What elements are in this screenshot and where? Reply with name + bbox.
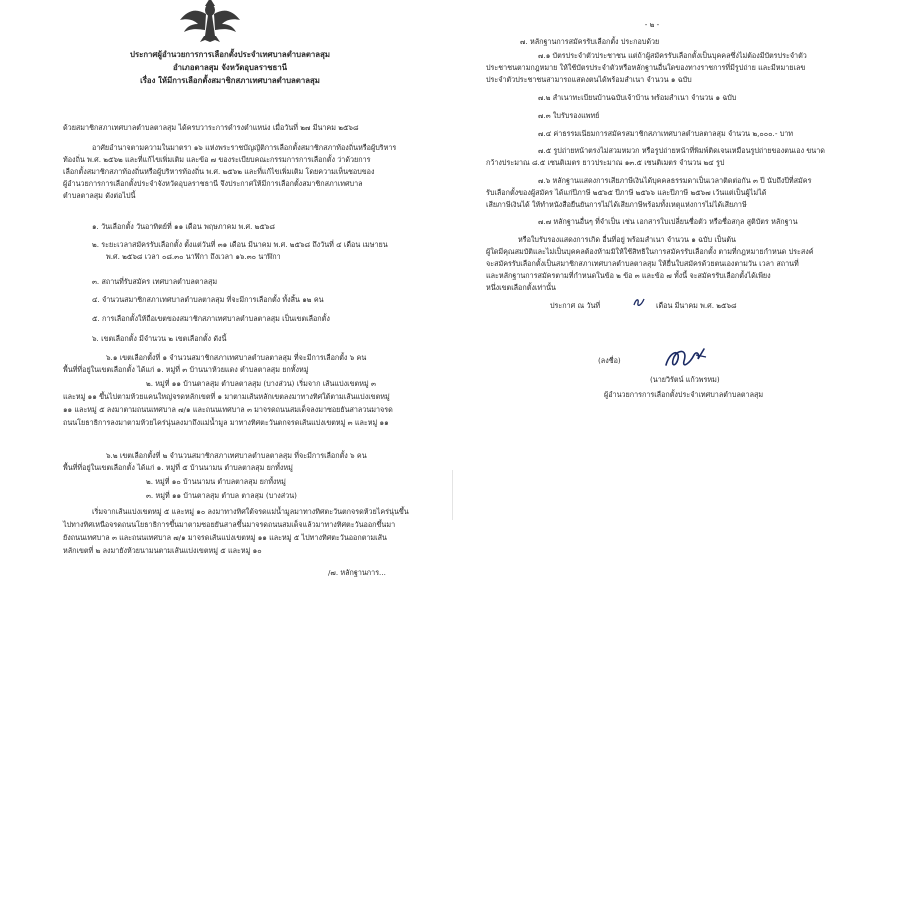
item-1-election-date: ๑. วันเลือกตั้ง วันอาทิตย์ที่ ๑๑ เดือน พฤษภาคม พ.ศ. ๒๕๖๘ xyxy=(92,222,275,231)
zone2-line-1: ๖.๒ เขตเลือกตั้งที่ ๒ จำนวนสมาชิกสภาเทศบาลตำบลตาลสุม ที่จะมีการเลือกตั้ง ๖ คน xyxy=(106,451,367,460)
item-7-2: ๗.๒ สำเนาทะเบียนบ้านฉบับเจ้าบ้าน พร้อมสำเนา จำนวน ๑ ฉบับ xyxy=(538,93,737,102)
page-number: - ๒ - xyxy=(644,20,660,29)
zone2-line-8: หลักเขตที่ ๒ ลงมายังห้วยนามนตามเส้นแบ่งเขตหมู่ ๕ และหมู่ ๑๐ xyxy=(63,546,262,555)
intro-paragraph: ด้วยสมาชิกสภาเทศบาลตำบลตาลสุม ได้ครบวาระการดำรงตำแหน่ง เมื่อวันที่ ๒๗ มีนาคม ๒๕๖๘ xyxy=(63,123,359,132)
item-7-6-line-2: รับเลือกตั้งของผู้สมัคร ได้แก่ปีภาษี ๒๕๖๕ ปีภาษี ๒๕๖๖ และปีภาษี ๒๕๖๗ เว้นแต่เป็นผู้ไม่ได้ xyxy=(486,188,767,197)
item-7-1-line-2: ประชาชนตามกฎหมาย ให้ใช้บัตรประจำตัวหรือหลักฐานอื่นใดของทางราชการที่มีรูปถ่าย และมีหมายเลข xyxy=(486,63,806,72)
closing-line-1: ผู้ใดมีคุณสมบัติและไม่เป็นบุคคลต้องห้ามมิให้ใช้สิทธิในการสมัครรับเลือกตั้ง ตามที่กฎหมายกำหนด ประสงค์ xyxy=(486,247,814,256)
closing-line-2: จะสมัครรับเลือกตั้งเป็นสมาชิกสภาเทศบาลตำบลตาลสุม ให้ยื่นใบสมัครด้วยตนเองตามวัน เวลา สถานที่ xyxy=(486,259,799,268)
item-7-title: ๗. หลักฐานการสมัครรับเลือกตั้ง ประกอบด้วย xyxy=(520,37,660,46)
signature-mark xyxy=(660,345,708,373)
item-7-3: ๗.๓ ใบรับรองแพทย์ xyxy=(538,111,600,120)
para1-line-5: ตำบลตาลสุม ดังต่อไปนี้ xyxy=(63,191,136,200)
continuation-note: /๗. หลักฐานการ... xyxy=(328,568,386,577)
para1-line-3: เลือกตั้งสมาชิกสภาท้องถิ่นหรือผู้บริหารท้องถิ่น พ.ศ. ๒๕๖๒ และที่แก้ไขเพิ่มเติม โดยความเห็นชอบของ xyxy=(63,167,375,176)
document-page-2 xyxy=(452,0,900,470)
item-5-electoral-area: ๕. การเลือกตั้งให้ถือเขตของสมาชิกสภาเทศบาลตำบลตาลสุม เป็นเขตเลือกตั้ง xyxy=(92,314,330,323)
document-page-1 xyxy=(0,0,452,590)
zone1-line-1: ๖.๑ เขตเลือกตั้งที่ ๑ จำนวนสมาชิกสภาเทศบาลตำบลตาลสุม ที่จะมีการเลือกตั้ง ๖ คน xyxy=(106,353,367,362)
zone2-line-6: ไปทางทิศเหนือจรดถนนโยธาธิการขึ้นมาตามซอยยันสาลขึ้นมาจรดถนนสมเด็จแล้วมาทางทิศตะวันออกขึ้นมา xyxy=(63,520,396,529)
item-7-7-line-1: ๗.๗ หลักฐานอื่นๆ ที่จำเป็น เช่น เอกสารใบเปลี่ยนชื่อตัว หรือชื่อสกุล สูติบัตร หลักฐาน xyxy=(538,217,798,226)
item-7-6-line-3: เสียภาษีเงินได้ ให้ทำหนังสือยืนยันการไม่ได้เสียภาษีพร้อมทั้งเหตุแห่งการไม่ได้เสียภาษี xyxy=(486,200,747,209)
zone1-line-5: ๑๑ และหมู่ ๕ ลงมาตามถนนเทศบาล ๗/๑ และถนนเทศบาล ๓ มาจรดถนนสมเด็จลงมาซอยยันสาลวนมาจรด xyxy=(63,405,393,414)
header-line-2: อำเภอตาลสุม จังหวัดอุบลราชธานี xyxy=(172,63,288,72)
zone2-line-2: พื้นที่ที่อยู่ในเขตเลือกตั้ง ได้แก่ ๑. หมู่ที่ ๕ บ้านนามน ตำบลตาลสุม ยกทั้งหมู่ xyxy=(63,463,293,472)
zone2-line-5: เริ่มจากเส้นแบ่งเขตหมู่ ๕ และหมู่ ๑๐ ลงมาทางทิศใต้จรดแม่น้ำมูลมาทางทิศตะวันตกจรดห้วยไคร่นุ่นขึ้น xyxy=(92,507,409,516)
signer-name: (นายวิรัตน์ แก้วพรหม) xyxy=(650,375,720,384)
announced-date-suffix: เดือน มีนาคม พ.ศ. ๒๕๖๘ xyxy=(656,301,737,310)
zone2-line-4: ๓. หมู่ที่ ๑๑ บ้านตาลสุม ตำบล ตาลสุม (บางส่วน) xyxy=(146,491,297,500)
item-2-application-time: พ.ศ. ๒๕๖๘ เวลา ๐๘.๓๐ นาฬิกา ถึงเวลา ๑๖.๓๐ นาฬิกา xyxy=(106,252,281,261)
para1-line-4: ผู้อำนวยการการเลือกตั้งประจำจังหวัดอุบลราชธานี จึงประกาศให้มีการเลือกตั้งสมาชิกสภาเทศบาล xyxy=(63,179,363,188)
item-3-location: ๓. สถานที่รับสมัคร เทศบาลตำบลตาลสุม xyxy=(92,277,218,286)
item-2-application-period: ๒. ระยะเวลาสมัครรับเลือกตั้ง ตั้งแต่วันที่ ๓๑ เดือน มีนาคม พ.ศ. ๒๕๖๘ ถึงวันที่ ๔ เดือน เมษายน xyxy=(92,240,388,249)
signed-label: (ลงชื่อ) xyxy=(598,356,621,365)
item-7-5-line-1: ๗.๕ รูปถ่ายหน้าตรงไม่สวมหมวก หรือรูปถ่ายหน้าที่พิมพ์ติดเจนเหมือนรูปถ่ายของตนเอง ขนาด xyxy=(538,146,825,155)
item-7-7-line-2: หรือใบรับรองแสดงการเกิด อื่นที่อยู่ พร้อมสำเนา จำนวน ๑ ฉบับ เป็นต้น xyxy=(518,235,736,244)
item-7-1-line-3: ประจำตัวประชาชนสามารถแสดงตนได้พร้อมสำเนา จำนวน ๑ ฉบับ xyxy=(486,75,692,84)
zone1-line-4: และหมู่ ๑๑ ขึ้นไปตามห้วยแคนใหญ่จรดหลักเขตที่ ๑ มาตามเส้นหลักเขตลงมาทางทิศใต้ตามเส้นแบ่งเขตหมู่ xyxy=(63,392,390,401)
para1-line-2: ท้องถิ่น พ.ศ. ๒๕๖๒ และที่แก้ไขเพิ่มเติม และข้อ ๗ ของระเบียบคณะกรรมการการเลือกตั้ง ว่าด้วยการ xyxy=(63,155,371,164)
announced-date-prefix: ประกาศ ณ วันที่ xyxy=(550,301,601,310)
zone1-line-6: ถนนโยธาธิการลงมาตามห้วยไคร่นุ่นลงมาถึงแม่น้ำมูล มาทางทิศตะวันตกจรดเส้นแบ่งเขตหมู่ ๓ และหมู่ ๑๑ xyxy=(63,418,389,427)
item-7-4: ๗.๔ ค่าธรรมเนียมการสมัครสมาชิกสภาเทศบาลตำบลตาลสุม จำนวน ๒,๐๐๐.- บาท xyxy=(538,129,794,138)
closing-line-3: และหลักฐานการสมัครตามที่กำหนดในข้อ ๒ ข้อ ๓ และข้อ ๗ ทั้งนี้ จะสมัครรับเลือกตั้งได้เพียง xyxy=(486,271,771,280)
zone2-line-7: ยังถนนเทศบาล ๓ และถนนเทศบาล ๗/๑ มาจรดเส้นแบ่งเขตหมู่ ๑๑ และหมู่ ๕ ไปทางทิศตะวันออกตามเส้น xyxy=(63,533,387,542)
garuda-emblem-icon xyxy=(178,0,242,42)
para1-line-1: อาศัยอำนาจตามความในมาตรา ๑๖ แห่งพระราชบัญญัติการเลือกตั้งสมาชิกสภาท้องถิ่นหรือผู้บริหาร xyxy=(92,143,397,152)
header-line-3: เรื่อง ให้มีการเลือกตั้งสมาชิกสภาเทศบาลตำบลตาลสุม xyxy=(140,76,320,85)
zone1-line-2: พื้นที่ที่อยู่ในเขตเลือกตั้ง ได้แก่ ๑. หมู่ที่ ๓ บ้านนาห้วยแดง ตำบลตาลสุม ยกทั้งหมู่ xyxy=(63,365,309,374)
zone2-line-3: ๒. หมู่ที่ ๑๐ บ้านนามน ตำบลตาลสุม ยกทั้งหมู่ xyxy=(146,477,286,486)
header-line-1: ประกาศผู้อำนวยการการเลือกตั้งประจำเทศบาลตำบลตาลสุม xyxy=(130,50,330,59)
signer-position: ผู้อำนวยการการเลือกตั้งประจำเทศบาลตำบลตาลสุม xyxy=(604,390,764,399)
handwritten-day-number xyxy=(632,296,646,308)
item-7-6-line-1: ๗.๖ หลักฐานแสดงการเสียภาษีเงินได้บุคคลธรรมดาเป็นเวลาติดต่อกัน ๓ ปี นับถึงปีที่สมัคร xyxy=(538,176,812,185)
zone1-line-3: ๒. หมู่ที่ ๑๑ บ้านตาลสุม ตำบลตาลสุม (บางส่วน) เริ่มจาก เส้นแบ่งเขตหมู่ ๓ xyxy=(146,379,376,388)
item-7-1-line-1: ๗.๑ บัตรประจำตัวประชาชน แต่ถ้าผู้สมัครรับเลือกตั้งเป็นบุคคลซึ่งไม่ต้องมีบัตรประจำตัว xyxy=(538,51,807,60)
item-6-zones: ๖. เขตเลือกตั้ง มีจำนวน ๒ เขตเลือกตั้ง ดังนี้ xyxy=(92,334,227,343)
item-7-5-line-2: กว้างประมาณ ๘.๕ เซนติเมตร ยาวประมาณ ๑๓.๕ เซนติเมตร จำนวน ๒๔ รูป xyxy=(486,158,725,167)
closing-line-4: หนึ่งเขตเลือกตั้งเท่านั้น xyxy=(486,283,556,292)
item-4-member-count: ๔. จำนวนสมาชิกสภาเทศบาลตำบลตาลสุม ที่จะมีการเลือกตั้ง ทั้งสิ้น ๑๒ คน xyxy=(92,295,324,304)
